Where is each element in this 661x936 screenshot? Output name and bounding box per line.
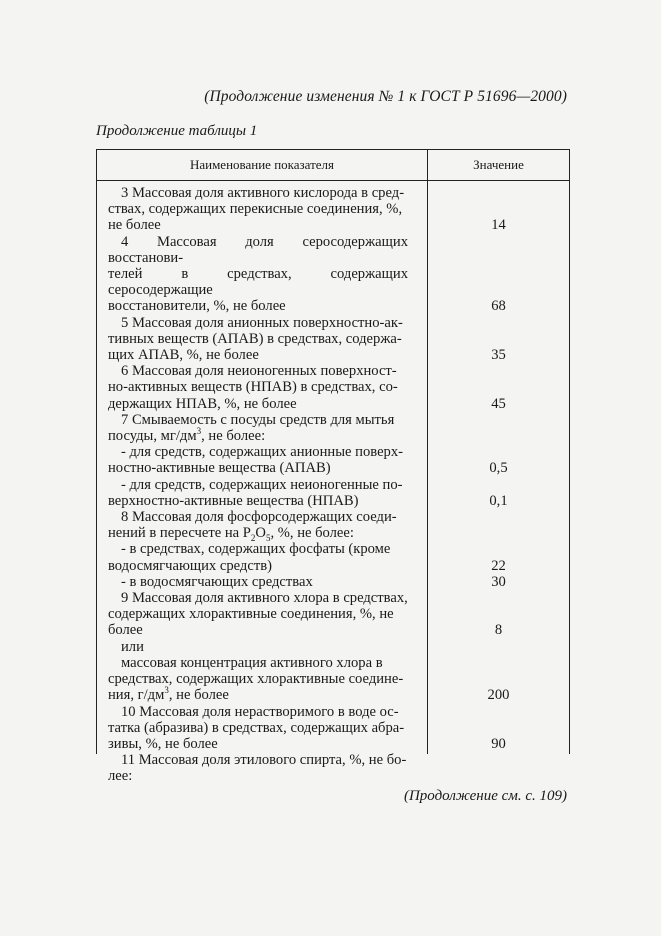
row-value: 30 bbox=[491, 573, 506, 590]
row-value: 200 bbox=[487, 687, 510, 704]
table-row bbox=[97, 574, 569, 590]
row-text-line: не более bbox=[108, 217, 161, 234]
table-row bbox=[97, 363, 569, 412]
row-text-line: но-активных веществ (НПАВ) в средствах, со- bbox=[108, 379, 398, 396]
column-header-name: Наименование показателя bbox=[189, 157, 335, 172]
row-value: 8 bbox=[494, 622, 503, 639]
row-text-line: верхностно-активные вещества (НПАВ) bbox=[108, 492, 359, 509]
row-text-line: посуды, $мг/дм^3$, не более: bbox=[108, 426, 266, 445]
row-text-line: тивных веществ (АПАВ) в средствах, содержа- bbox=[108, 330, 402, 347]
row-text-line: зивы, %, не более bbox=[108, 735, 218, 752]
table-header bbox=[97, 150, 569, 181]
row-text-line: массовая концентрация активного хлора в bbox=[121, 654, 383, 671]
row-value: 0,5 bbox=[489, 460, 508, 477]
row-value: 45 bbox=[491, 395, 506, 412]
row-text-line: 6 Массовая доля неионогенных поверхност- bbox=[121, 363, 397, 380]
row-text-line: - для средств, содержащих анионные поверх- bbox=[121, 444, 403, 461]
table-row bbox=[97, 444, 569, 476]
row-text-line: татка (абразива) в средствах, содержащих абра- bbox=[108, 719, 405, 736]
column-header-value: Значение bbox=[473, 157, 524, 172]
table-row bbox=[97, 639, 569, 655]
row-text-line: 7 Смываемость с посуды средств для мытья bbox=[121, 411, 395, 428]
row-text-line: 8 Массовая доля фосфорсодержащих соеди- bbox=[121, 509, 397, 526]
row-value: 22 bbox=[491, 557, 506, 574]
row-text-line: 11 Массовая доля этилового спирта, %, не бо- bbox=[121, 752, 407, 769]
indicators-table bbox=[96, 149, 570, 785]
table-row bbox=[97, 655, 569, 704]
page-footer: (Продолжение см. с. 109) bbox=[403, 788, 567, 804]
row-text-line: 3 Массовая доля активного кислорода в сред- bbox=[121, 185, 405, 201]
table-row bbox=[97, 509, 569, 544]
row-text-line: держащих НПАВ, %, не более bbox=[108, 395, 297, 412]
row-value: 35 bbox=[491, 347, 506, 364]
row-text-line: 5 Массовая доля анионных поверхностно-ак- bbox=[121, 314, 403, 331]
row-text-line: 10 Массовая доля нерастворимого в воде ос- bbox=[121, 703, 399, 720]
row-text-line: лее: bbox=[108, 768, 133, 785]
table-row bbox=[97, 234, 569, 315]
row-text-line: - в средствах, содержащих фосфаты (кроме bbox=[121, 541, 391, 558]
row-text-line: телей в средствах, содержащих серосодержащие bbox=[108, 266, 408, 299]
row-value: 14 bbox=[491, 217, 506, 234]
table-row bbox=[97, 412, 569, 444]
row-text-line: нений в пересчете на $P_2O_5$, %, не более: bbox=[108, 525, 354, 544]
table-body bbox=[97, 185, 569, 785]
row-text-line: - в водосмягчающих средствах bbox=[121, 573, 313, 590]
page-header: (Продолжение изменения № 1 к ГОСТ Р 51696—2000) bbox=[204, 88, 567, 105]
table-caption: Продолжение таблицы 1 bbox=[96, 123, 258, 139]
row-text-line: ностно-активные вещества (АПАВ) bbox=[108, 460, 331, 477]
table-row bbox=[97, 185, 569, 234]
row-text-line: водосмягчающих средств) bbox=[108, 557, 272, 574]
row-text-line: более bbox=[108, 622, 143, 639]
row-text-line: ния, $г/дм^3$, не более bbox=[108, 685, 229, 704]
table-row bbox=[97, 704, 569, 753]
table-row bbox=[97, 315, 569, 364]
table-row bbox=[97, 477, 569, 509]
row-value: 68 bbox=[491, 298, 506, 315]
table-row bbox=[97, 590, 569, 639]
table-row bbox=[97, 541, 569, 573]
row-text-line: 4 Массовая доля серосодержащих восстанови- bbox=[108, 233, 408, 266]
row-text-line: средствах, содержащих хлорактивные соедине- bbox=[108, 671, 404, 688]
table-row bbox=[97, 752, 569, 784]
row-text-line: 9 Массовая доля активного хлора в средствах, bbox=[121, 590, 408, 607]
row-text-line: щих АПАВ, %, не более bbox=[108, 347, 259, 364]
row-value: 90 bbox=[491, 735, 506, 752]
row-text-line: восстановители, %, не более bbox=[108, 298, 286, 315]
row-text-line: ствах, содержащих перекисные соединения, %, bbox=[108, 201, 403, 218]
row-text-line: содержащих хлорактивные соединения, %, не bbox=[108, 606, 394, 623]
row-text-line: - для средств, содержащих неионогенные по- bbox=[121, 476, 403, 493]
row-text-line: или bbox=[121, 638, 144, 655]
row-value: 0,1 bbox=[489, 492, 508, 509]
